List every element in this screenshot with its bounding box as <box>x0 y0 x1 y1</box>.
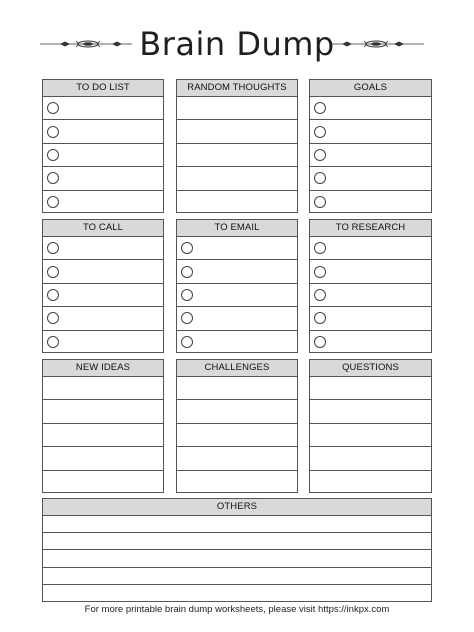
checkbox-circle-icon[interactable] <box>314 102 326 114</box>
checkbox-circle-icon[interactable] <box>47 242 59 254</box>
call-item[interactable] <box>43 237 163 260</box>
email-item[interactable] <box>177 284 297 307</box>
todo-item[interactable] <box>43 144 163 167</box>
writing-line[interactable] <box>43 400 163 423</box>
writing-line[interactable] <box>310 377 431 400</box>
checkbox-circle-icon[interactable] <box>47 289 59 301</box>
new-ideas-header: NEW IDEAS <box>43 360 163 377</box>
to-research-box <box>309 219 432 353</box>
challenges-header: CHALLENGES <box>177 360 297 377</box>
checkbox-circle-icon[interactable] <box>47 266 59 278</box>
writing-line[interactable] <box>177 447 297 470</box>
goal-item[interactable] <box>310 191 431 214</box>
footer-note: For more printable brain dump worksheets, please visit https://inkpx.com <box>84 604 390 615</box>
email-item[interactable] <box>177 260 297 283</box>
writing-line[interactable] <box>177 191 297 214</box>
call-item[interactable] <box>43 260 163 283</box>
checkbox-circle-icon[interactable] <box>47 102 59 114</box>
call-item[interactable] <box>43 331 163 354</box>
questions-box <box>309 359 432 493</box>
questions-header: QUESTIONS <box>310 360 431 377</box>
goal-item[interactable] <box>310 167 431 190</box>
others-box <box>42 498 432 602</box>
to-call-header: TO CALL <box>43 220 163 237</box>
todo-item[interactable] <box>43 191 163 214</box>
checkbox-circle-icon[interactable] <box>47 196 59 208</box>
email-item[interactable] <box>177 307 297 330</box>
to-call-box <box>42 219 164 353</box>
research-item[interactable] <box>310 331 431 354</box>
page-title: Brain Dump <box>139 25 335 63</box>
call-item[interactable] <box>43 284 163 307</box>
to-email-header: TO EMAIL <box>177 220 297 237</box>
new-ideas-box <box>42 359 164 493</box>
writing-line[interactable] <box>177 144 297 167</box>
goal-item[interactable] <box>310 120 431 143</box>
goals-box <box>309 79 432 213</box>
checkbox-circle-icon[interactable] <box>314 266 326 278</box>
checkbox-circle-icon[interactable] <box>47 126 59 138</box>
checkbox-circle-icon[interactable] <box>47 172 59 184</box>
writing-line[interactable] <box>177 167 297 190</box>
writing-line[interactable] <box>43 377 163 400</box>
goal-item[interactable] <box>310 97 431 120</box>
others-header: OTHERS <box>43 499 431 516</box>
writing-line[interactable] <box>43 471 163 494</box>
checkbox-circle-icon[interactable] <box>47 312 59 324</box>
email-item[interactable] <box>177 237 297 260</box>
checkbox-circle-icon[interactable] <box>181 336 193 348</box>
goal-item[interactable] <box>310 144 431 167</box>
writing-line[interactable] <box>43 568 431 585</box>
todo-list-box <box>42 79 164 213</box>
todo-list-header: TO DO LIST <box>43 80 163 97</box>
to-email-box <box>176 219 298 353</box>
writing-line[interactable] <box>43 585 431 602</box>
writing-line[interactable] <box>43 424 163 447</box>
right-divider-ornament <box>332 38 424 50</box>
checkbox-circle-icon[interactable] <box>181 266 193 278</box>
writing-line[interactable] <box>177 377 297 400</box>
writing-line[interactable] <box>177 424 297 447</box>
writing-line[interactable] <box>177 120 297 143</box>
checkbox-circle-icon[interactable] <box>314 196 326 208</box>
checkbox-circle-icon[interactable] <box>314 289 326 301</box>
checkbox-circle-icon[interactable] <box>47 336 59 348</box>
writing-line[interactable] <box>177 471 297 494</box>
random-thoughts-box <box>176 79 298 213</box>
checkbox-circle-icon[interactable] <box>47 149 59 161</box>
writing-line[interactable] <box>310 400 431 423</box>
checkbox-circle-icon[interactable] <box>314 336 326 348</box>
header <box>0 24 474 64</box>
email-item[interactable] <box>177 331 297 354</box>
todo-item[interactable] <box>43 167 163 190</box>
writing-line[interactable] <box>177 400 297 423</box>
goals-header: GOALS <box>310 80 431 97</box>
challenges-box <box>176 359 298 493</box>
checkbox-circle-icon[interactable] <box>181 242 193 254</box>
checkbox-circle-icon[interactable] <box>181 289 193 301</box>
checkbox-circle-icon[interactable] <box>314 312 326 324</box>
writing-line[interactable] <box>43 516 431 533</box>
writing-line[interactable] <box>310 471 431 494</box>
writing-line[interactable] <box>310 447 431 470</box>
call-item[interactable] <box>43 307 163 330</box>
checkbox-circle-icon[interactable] <box>314 242 326 254</box>
writing-line[interactable] <box>310 424 431 447</box>
checkbox-circle-icon[interactable] <box>314 172 326 184</box>
writing-line[interactable] <box>43 447 163 470</box>
checkbox-circle-icon[interactable] <box>181 312 193 324</box>
todo-item[interactable] <box>43 120 163 143</box>
writing-line[interactable] <box>177 97 297 120</box>
checkbox-circle-icon[interactable] <box>314 149 326 161</box>
writing-line[interactable] <box>43 533 431 550</box>
research-item[interactable] <box>310 237 431 260</box>
research-item[interactable] <box>310 307 431 330</box>
research-item[interactable] <box>310 284 431 307</box>
todo-item[interactable] <box>43 97 163 120</box>
writing-line[interactable] <box>43 550 431 567</box>
research-item[interactable] <box>310 260 431 283</box>
checkbox-circle-icon[interactable] <box>314 126 326 138</box>
random-thoughts-header: RANDOM THOUGHTS <box>177 80 297 97</box>
to-research-header: TO RESEARCH <box>310 220 431 237</box>
